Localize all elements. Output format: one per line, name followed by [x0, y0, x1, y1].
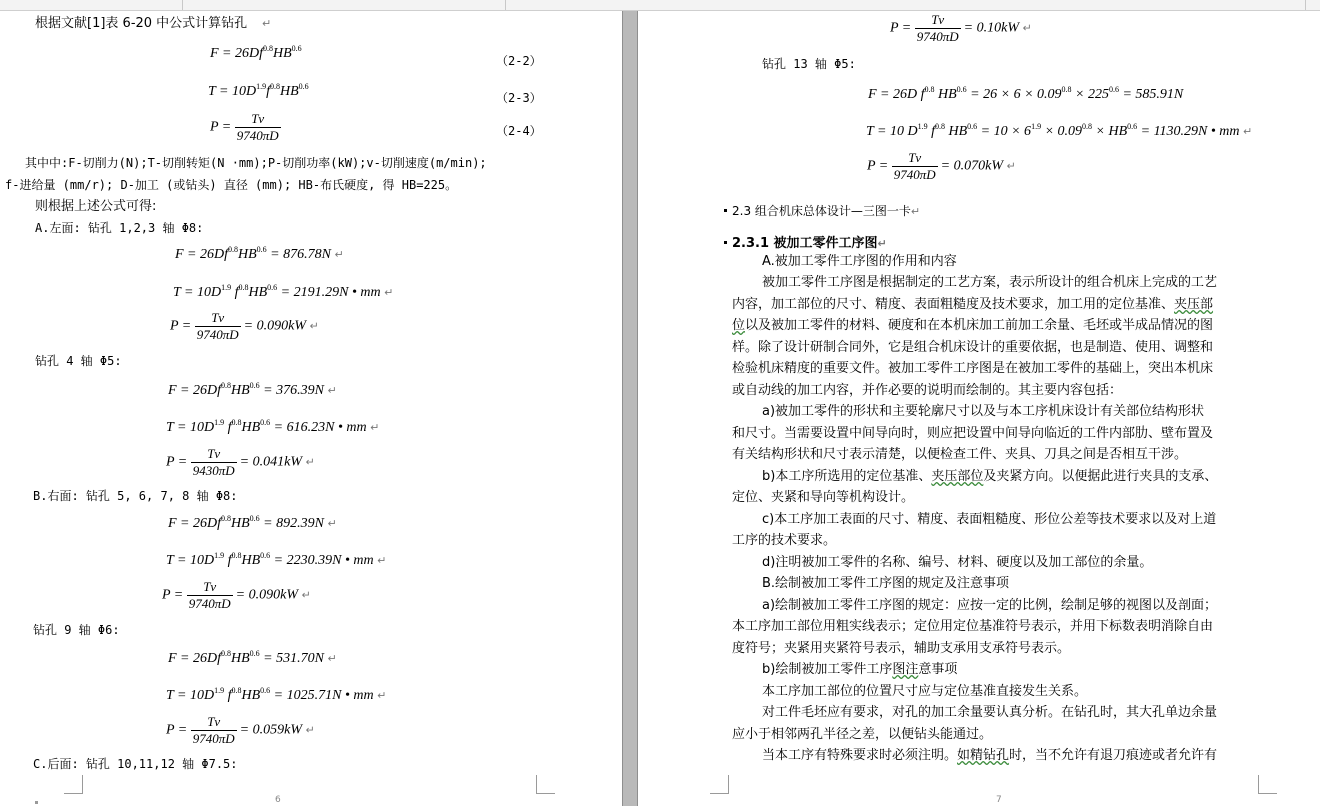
equation-number: （2-4）: [496, 124, 542, 138]
paragraph-line: b)绘制被加工零件工序图注意事项: [762, 662, 958, 677]
crop-mark: [64, 775, 83, 794]
section-label: 钻孔 9 轴 Φ6:: [33, 623, 120, 637]
section-label: B.右面: 钻孔 5, 6, 7, 8 轴 Φ8:: [33, 489, 238, 503]
paragraph-line: 应小于相邻两孔半径之差，以便钻头能通过。: [732, 727, 993, 742]
paragraph-line: 当本工序有特殊要求时必须注明。如精钻孔时，当不允许有退刀痕迹或者允许有: [762, 748, 1218, 763]
formula-result: $F = 26Df^{0.8}HB^{0.6} = 892.39N$ ↵: [168, 514, 337, 531]
formula-result: $T = 10D^{1.9}$ $f^{0.8}HB^{0.6} = 616.23N$ • mm ↵: [166, 418, 380, 435]
formula-result: F = 26D $f^{0.8}$ $HB^{0.6} = 26 \times 6 \times 0.09^{0.8} \times 225^{0.6} = 585.91N$: [868, 85, 1184, 102]
paragraph-line: 定位、夹紧和导向等机构设计。: [732, 490, 915, 505]
formula-result: $T = 10D^{1.9}$ $f^{0.8}HB^{0.6} = 2191.29N$ • mm ↵: [173, 283, 394, 300]
formula-result: $F = 26Df^{0.8}HB^{0.6} = 531.70N$ ↵: [168, 649, 337, 666]
document-page-6[interactable]: [0, 11, 622, 806]
paragraph-line: 本工序加工部位用粗实线表示；定位用定位基准符号表示，并用下标数表明消除自由: [732, 619, 1214, 634]
paragraph-line: 或自动线的加工内容，并作必要的说明而绘制的。其主要内容包括：: [732, 383, 1123, 398]
formula-result: $F = 26Df^{0.8}HB^{0.6} = 376.39N$ ↵: [168, 381, 337, 398]
formula-result: $T = 10D^{1.9}$ $f^{0.8}HB^{0.6} = 2230.39N$ • mm ↵: [166, 551, 387, 568]
document-page-7[interactable]: [638, 11, 1320, 806]
ruler-separator: [1305, 0, 1306, 10]
crop-mark: [710, 775, 729, 794]
formula-power: P = $\frac{Tv}{9740\pi D}$: [210, 111, 279, 143]
page-gutter: [622, 11, 638, 806]
equation-number: （2-3）: [496, 91, 542, 105]
formula-result: P = $\frac{Tv}{9430\pi D}$ = 0.041kW ↵: [166, 446, 315, 478]
section-label: 钻孔 13 轴 Φ5:: [762, 57, 856, 71]
paragraph-line: 被加工零件工序图是根据制定的工艺方案，表示所设计的组合机床上完成的工艺: [762, 275, 1218, 290]
paragraph-line: A.被加工零件工序图的作用和内容: [762, 254, 957, 269]
crop-mark: [536, 775, 555, 794]
formula-result: P = $\frac{Tv}{9740\pi D}$ = 0.10kW ↵: [890, 12, 1032, 44]
margin-mark: [35, 801, 38, 804]
paragraph-line: c)本工序加工表面的尺寸、精度、表面粗糙度、形位公差等技术要求以及对上道: [762, 512, 1217, 527]
paragraph-line: d)注明被加工零件的名称、编号、材料、硬度以及加工部位的余量。: [762, 555, 1153, 570]
page-number: 6: [275, 795, 281, 805]
paragraph-line: b)本工序所选用的定位基准、夹压部位及夹紧方向。以便据此进行夹具的支承、: [762, 469, 1218, 484]
formula-result: $F = 26Df^{0.8}HB^{0.6} = 876.78N$ ↵: [175, 245, 344, 262]
section-label: C.后面: 钻孔 10,11,12 轴 Φ7.5:: [33, 757, 238, 771]
paragraph-line: 位以及被加工零件的材料、硬度和在本机床加工前加工余量、毛坯或半成品情况的图: [732, 318, 1214, 333]
ruler-separator: [182, 0, 183, 10]
paragraph-line: a)绘制被加工零件工序图的规定：应按一定的比例，绘制足够的视图以及剖面；: [762, 598, 1218, 613]
formula-result: P = $\frac{Tv}{9740\pi D}$ = 0.090kW ↵: [162, 579, 311, 611]
paragraph-line: 对工件毛坯应有要求，对孔的加工余量要认真分析。在钻孔时，其大孔单边余量: [762, 705, 1218, 720]
paragraph-line: 检验机床精度的重要文件。被加工零件工序图是在被加工零件的基础上，突出本机床: [732, 361, 1214, 376]
formula-torque: $T = 10D^{1.9}f^{0.8}HB^{0.6}$: [208, 82, 309, 99]
heading-subsection: 2.3.1 被加工零件工序图↵: [724, 232, 887, 251]
formula-result: P = $\frac{Tv}{9740\pi D}$ = 0.070kW ↵: [867, 150, 1016, 182]
formula-result: P = $\frac{Tv}{9740\pi D}$ = 0.059kW ↵: [166, 714, 315, 746]
crop-mark: [1258, 775, 1277, 794]
paragraph-line: 度符号；夹紧用夹紧符号表示，辅助支承用支承符号表示。: [732, 641, 1071, 656]
paragraph-line: 和尺寸。当需要设置中间导向时，则应把设置中间导向临近的工件内部肋、壁布置及: [732, 426, 1214, 441]
paragraph-line: 工序的技术要求。: [732, 533, 837, 548]
paragraph-line: a)被加工零件的形状和主要轮廓尺寸以及与本工序机床设计有关部位结构形状: [762, 404, 1205, 419]
paragraph-mark: ↵: [262, 17, 272, 30]
heading-section: 2.3 组合机床总体设计—三图一卡↵: [724, 202, 920, 219]
paragraph-line: 内容，加工部位的尺寸、精度、表面粗糙度及技术要求，加工用的定位基准、夹压部: [732, 297, 1214, 312]
text-line: f-进给量 (mm/r); D-加工 (或钻头) 直径 (mm); HB-布氏硬度, 得 HB=225。: [5, 178, 458, 192]
formula-force: $F = 26Df^{0.8}HB^{0.6}$: [210, 44, 302, 61]
paragraph-line: B.绘制被加工零件工序图的规定及注意事项: [762, 576, 1010, 591]
formula-result: T = 10 $D^{1.9}$ $f^{0.8}$ $HB^{0.6} = 10 \times 6^{1.9} \times 0.09^{0.8} \times HB^{0.6} = 1130.29N$ • mm ↵: [866, 122, 1253, 139]
page-number: 7: [996, 795, 1002, 805]
section-label: A.左面: 钻孔 1,2,3 轴 Φ8:: [35, 221, 204, 235]
formula-result: P = $\frac{Tv}{9740\pi D}$ = 0.090kW ↵: [170, 310, 319, 342]
text-line: 则根据上述公式可得:: [35, 199, 157, 214]
text-line: 根据文献[1]表 6-20 中公式计算钻孔: [35, 16, 248, 31]
section-label: 钻孔 4 轴 Φ5:: [35, 354, 122, 368]
formula-result: $T = 10D^{1.9}$ $f^{0.8}HB^{0.6} = 1025.71N$ • mm ↵: [166, 686, 387, 703]
equation-number: （2-2）: [496, 54, 542, 68]
text-line: 其中中:F-切削力(N);T-切削转矩(N ·mm);P-切削功率(kW);v-切削速度(m/min);: [25, 156, 487, 170]
ruler-bar: [0, 0, 1320, 11]
paragraph-line: 本工序加工部位的位置尺寸应与定位基准直接发生关系。: [762, 684, 1088, 699]
paragraph-line: 样。除了设计研制合同外，它是组合机床设计的重要依据，也是制造、使用、调整和: [732, 340, 1214, 355]
ruler-separator: [505, 0, 506, 10]
paragraph-line: 有关结构形状和尺寸表示清楚，以便检查工件、夹具、刀具之间是否相互干涉。: [732, 447, 1188, 462]
